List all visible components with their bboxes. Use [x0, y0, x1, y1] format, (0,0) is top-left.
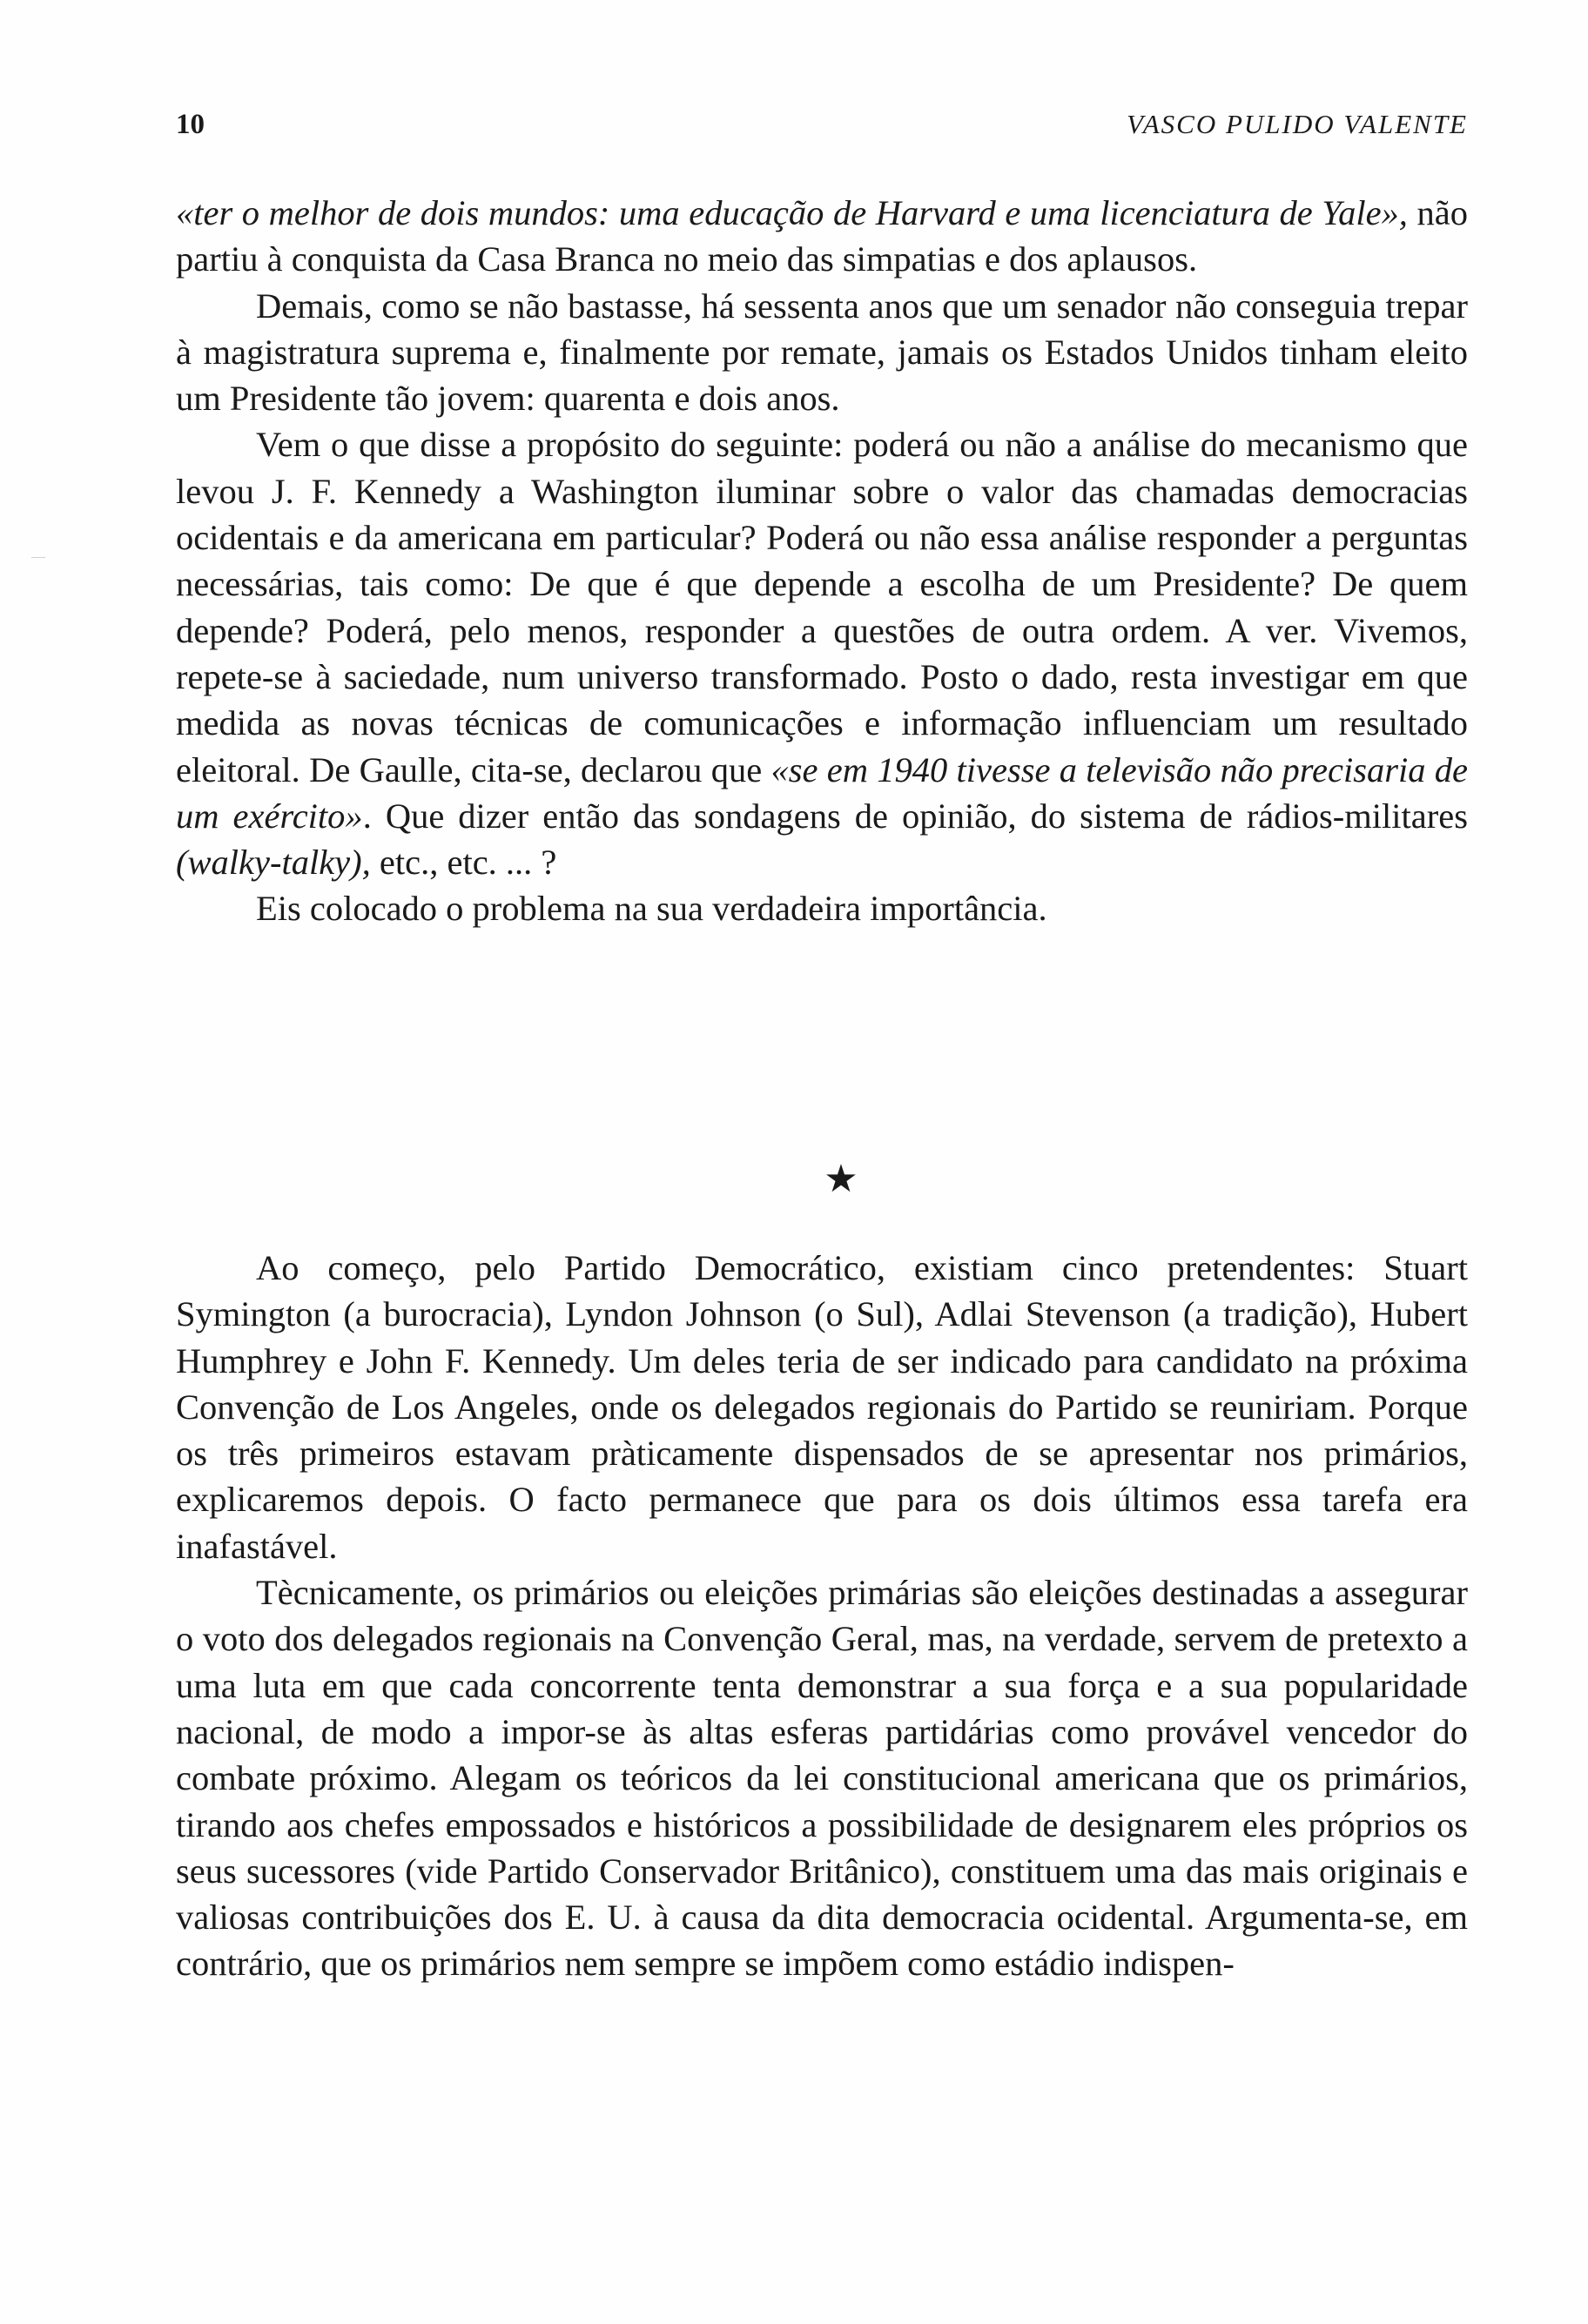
running-head: [176, 103, 1468, 146]
section-separator: [0, 1158, 1588, 1201]
body-text-section-2: [176, 1245, 1468, 1987]
italic-quote: «ter o melhor de dois mundos: uma educação de Harvard e uma licenciatura de Yale»,: [176, 193, 1408, 232]
running-title: VASCO PULIDO VALENTE: [1127, 109, 1468, 139]
italic-term: (walky-talky),: [176, 843, 371, 883]
paragraph-text: não partiu à conquista da Casa Branca no meio das simpatias e dos aplausos.: [176, 193, 1468, 279]
paragraph: Demais, como se não bastasse, há sessenta anos que um senador não conseguia trepar à magistratura suprema e, finalmente por remate, jamais os Estados Unidos tinham eleito um Presidente tão jovem: quarenta e dois anos.: [176, 285, 1468, 419]
page-number: 10: [176, 109, 205, 140]
paragraph: Tècnicamente, os primários ou eleições primárias são eleições destinadas a assegurar o voto dos delegados regionais na Convenção Geral, mas, na verdade, servem de pretexto a uma luta em que cada concorrente tenta demonstrar a sua força e a sua popularidade nacional, de modo a impor-se às altas esferas partidárias como provável vencedor do combate próximo. Alegam os teóricos da lei constitucional americana que os primários, tirando aos chefes empossados e históricos a possibilidade de designarem eles próprios os seus sucessores (vide Partido Conservador Britânico), constituem uma das mais originais e valiosas contribuições dos E. U. à causa da dita democracia ocidental. Argumenta-se, em contrário, que os primários nem sempre se impõem como estádio indispen-: [176, 1573, 1468, 1984]
margin-mark: [31, 557, 45, 558]
paragraph: Ao começo, pelo Partido Democrático, existiam cinco pretendentes: Stuart Symington (a burocracia), Lyndon Johnson (o Sul), Adlai Stevenson (a tradição), Hubert Humphrey e John F. Kennedy. Um deles teria de ser indicado para candidato na próxima Convenção de Los Angeles, onde os delegados regionais do Partido se reuniriam. Porque os três primeiros estavam pràticamente dispensados de se apresentar nos primários, explicaremos depois. O facto permanece que para os dois últimos essa tarefa era inafastável.: [176, 1248, 1468, 1566]
paragraph-text: . Que dizer então das sondagens de opinião, do sistema de rádios-militares: [362, 796, 1468, 836]
paragraph-text: Vem o que disse a propósito do seguinte: poderá ou não a análise do mecanismo que levou J. F. Kennedy a Washington iluminar sobre o valor das chamadas democracias ocidentais e da americana em particular? Poderá ou não essa análise responder a perguntas necessárias, tais como: De que é que depende a escolha de um Presidente? De quem depende? Poderá, pelo menos, responder a questões de outra ordem. A ver. Vivemos, repete-se à saciedade, num universo transformado. Posto o dado, resta investigar em que medida as novas técnicas de comunicações e informação influenciam um resultado eleitoral. De Gaulle, cita-se, declarou que: [176, 425, 1468, 789]
paragraph-text: etc., etc. ... ?: [370, 843, 557, 883]
paragraph: [176, 421, 1468, 885]
paragraph: Eis colocado o problema na sua verdadeira importância.: [256, 889, 1047, 929]
star-icon: ★: [824, 1158, 858, 1200]
body-text-section-1: [176, 190, 1468, 932]
italic-quote: «se em 1940 tivesse a televisão não precisaria de um exército»: [176, 749, 1468, 836]
paragraph: [176, 190, 1468, 283]
